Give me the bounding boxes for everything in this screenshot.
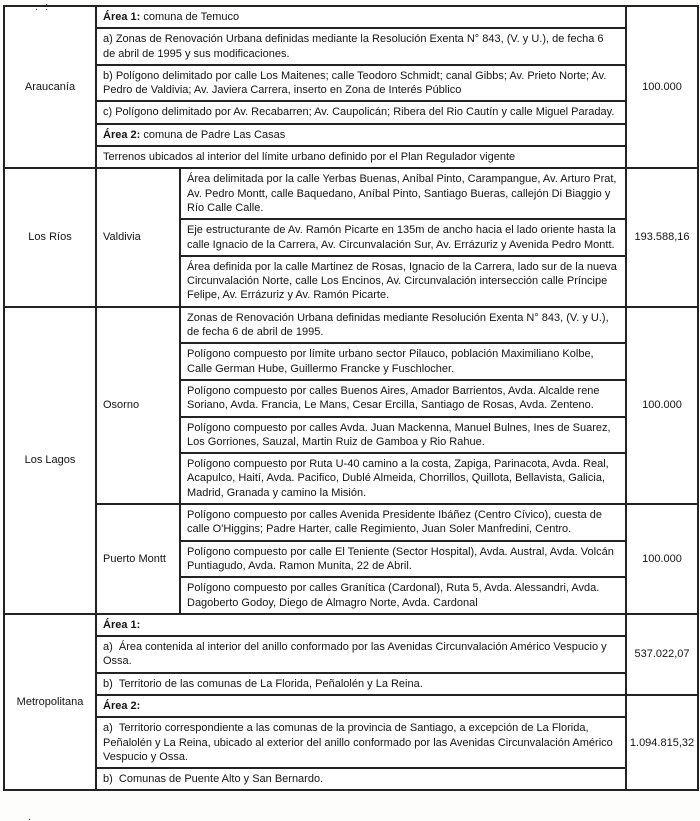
table-row [4, 307, 698, 344]
row-bold-label: Área 1: [103, 618, 141, 631]
zone-description-cell [96, 717, 626, 768]
table-row [4, 65, 698, 102]
table-row [4, 717, 698, 768]
table-row [4, 168, 698, 219]
city-cell-osorno: Osorno [96, 307, 180, 504]
zone-description-cell [96, 768, 626, 790]
value-cell-metropolitana-area2: 1.094.815,32 [626, 695, 698, 790]
table-row [4, 695, 698, 717]
table-row [4, 124, 698, 146]
row-text: a) Territorio correspondiente a las comunas de la provincia de Santiago, a excepción de La Florida, Peñalolén y La Reina, ubicado al exterior del anillo conformado por las Avenidas Circunvalación Américo Vespucio y Ossa. [103, 722, 613, 763]
row-text: Eje estructurante de Av. Ramón Picarte en 135m de ancho hacia el lado oriente hasta la calle Ignacio de la Carrera, Av. Circunvalación Sur, Av. Errázuriz y Avenida Pedro Montt. [187, 224, 616, 251]
zone-description-cell [180, 577, 626, 614]
value-cell-osorno: 100.000 [626, 307, 698, 504]
zone-description-cell [180, 256, 626, 307]
row-bold-label: Área 2: [103, 128, 141, 141]
zone-description-cell [96, 636, 626, 673]
zone-description-cell [96, 124, 626, 146]
table-row [4, 504, 698, 541]
table-row [4, 636, 698, 673]
zone-description-cell [180, 541, 626, 578]
row-text: Polígono compuesto por calles Avda. Juan Mackenna, Manuel Bulnes, Ines de Suarez, Los Gorriones, Sauzal, Martin Ruiz de Gamboa y Rio Rahue. [187, 421, 611, 448]
row-text: b) Polígono delimitado por calle Los Maitenes; calle Teodoro Schmidt; canal Gibbs; Av. Prieto Norte; Av. Pedro de Valdivia; Av. Javiera Carrera, inserto en Zona de Interés Público [103, 69, 607, 97]
scan-artifact-bottom: . [28, 811, 34, 821]
row-text: a) Área contenida al interior del anillo conformado por las Avenidas Circunvalación Américo Vespucio y Ossa. [103, 641, 607, 668]
zone-description-cell [180, 307, 626, 344]
region-cell-los-lagos: Los Lagos [4, 307, 96, 614]
region-cell-araucania: Araucanía [4, 6, 96, 168]
row-text: c) Polígono delimitado por Av. Recabarren; Av. Caupolicán; Ribera del Rio Cautín y calle Miguel Paraday. [103, 106, 615, 119]
region-cell-los-rios: Los Ríos [4, 168, 96, 306]
row-text: Área delimitada por la calle Yerbas Buenas, Aníbal Pinto, Carampangue, Av. Arturo Prat, Av. Pedro Montt, calle Baquedano, Aníbal Pinto, Santiago Bueras, callejón Di Biaggio y Río Calle Calle. [187, 173, 617, 214]
table-row [4, 101, 698, 123]
row-text: Zonas de Renovación Urbana definidas mediante Resolución Exenta N° 843, (V. y U.), de fecha 6 de abril de 1995. [187, 311, 609, 339]
zone-description-cell [180, 343, 626, 380]
row-text: b) Territorio de las comunas de La Florida, Peñalolén y La Reina. [103, 677, 423, 690]
zone-description-cell [180, 380, 626, 417]
zone-description-cell [96, 146, 626, 168]
value-cell-puerto-montt: 100.000 [626, 504, 698, 614]
row-text: Polígono compuesto por calles Avenida Presidente Ibáñez (Centro Cívico), cuesta de calle O'Higgins; Padre Harter, calle Regimiento, Juan Soler Manfredini, Centro. [187, 509, 602, 536]
zone-description-cell [180, 417, 626, 454]
row-bold-label: Área 1: [103, 11, 141, 23]
table-row [4, 6, 698, 28]
row-text: Polígono compuesto por calle El Teniente (Sector Hospital), Avda. Austral, Avda. Volcán Puntiagudo, Avda. Ramon Munita, 22 de Abril. [187, 545, 614, 572]
zone-description-cell [180, 504, 626, 541]
row-text: b) Comunas de Puente Alto y San Bernardo. [103, 773, 324, 786]
zone-description-cell [96, 6, 626, 28]
row-text: comuna de Temuco [143, 11, 240, 23]
table-row [4, 614, 698, 636]
value-cell-los-rios: 193.588,16 [626, 168, 698, 306]
row-text: Polígono compuesto por límite urbano sector Pilauco, población Maximiliano Kolbe, Calle German Hube, Guillermo Francke y Fuschlocher. [187, 348, 594, 375]
table-row [4, 673, 698, 695]
row-text: Polígono compuesto por calles Buenos Aires, Amador Barrientos, Avda. Alcalde rene Soriano, Avda. Francia, Le Mans, Cesar Ercilla, Santiago de Rosas, Avda. Zenteno. [187, 384, 600, 412]
row-text: Área definida por la calle Martinez de Rosas, Ignacio de la Carrera, lado sur de la nueva Circunvalación Norte, calle Los Encinos, Av. Circunvalación intersección calle Príncipe Felipe, Av. Errázuriz y Av. Ramón Picarte. [187, 260, 617, 302]
row-bold-label: Área 2: [103, 699, 141, 712]
row-text: Polígono compuesto por Ruta U-40 camino a la costa, Zapiga, Parinacota, Avda. Real, Acapulco, Haití, Avda. Pacifico, Dublé Almeida, Chorrillos, Quillota, Bellavista, Galicia, Madrid, Granada y camino la Misión. [187, 458, 609, 499]
zone-description-cell [96, 28, 626, 65]
row-text: Terrenos ubicados al interior del límite urbano definido por el Plan Regulador vigente [103, 151, 516, 164]
zone-description-cell [180, 219, 626, 256]
zone-description-cell [96, 673, 626, 695]
row-text: a) Zonas de Renovación Urbana definidas mediante la Resolución Exenta N° 843, (V. y U.), de fecha 6 de abril de 1995 y sus modificaciones. [103, 33, 604, 60]
zone-description-cell [96, 101, 626, 123]
zone-description-cell [96, 65, 626, 102]
row-text: Polígono compuesto por calles Granítica (Cardonal), Ruta 5, Avda. Alessandri, Avda. Dagoberto Godoy, Diego de Almagro Norte, Avda. Cardonal [187, 582, 600, 609]
zone-description-cell [96, 695, 626, 717]
zones-table [3, 5, 699, 791]
value-cell-metropolitana-area1: 537.022,07 [626, 614, 698, 695]
row-text: comuna de Padre Las Casas [143, 128, 286, 141]
city-cell-puerto-montt: Puerto Montt [96, 504, 180, 614]
region-cell-metropolitana: Metropolitana [4, 614, 96, 791]
table-row [4, 768, 698, 790]
zone-description-cell [180, 453, 626, 504]
zone-description-cell [180, 168, 626, 219]
value-cell-araucania: 100.000 [626, 6, 698, 168]
table-row [4, 146, 698, 168]
scan-artifact-top: . : [35, 1, 51, 13]
city-cell-valdivia: Valdivia [96, 168, 180, 306]
table-row [4, 28, 698, 65]
zone-description-cell [96, 614, 626, 636]
